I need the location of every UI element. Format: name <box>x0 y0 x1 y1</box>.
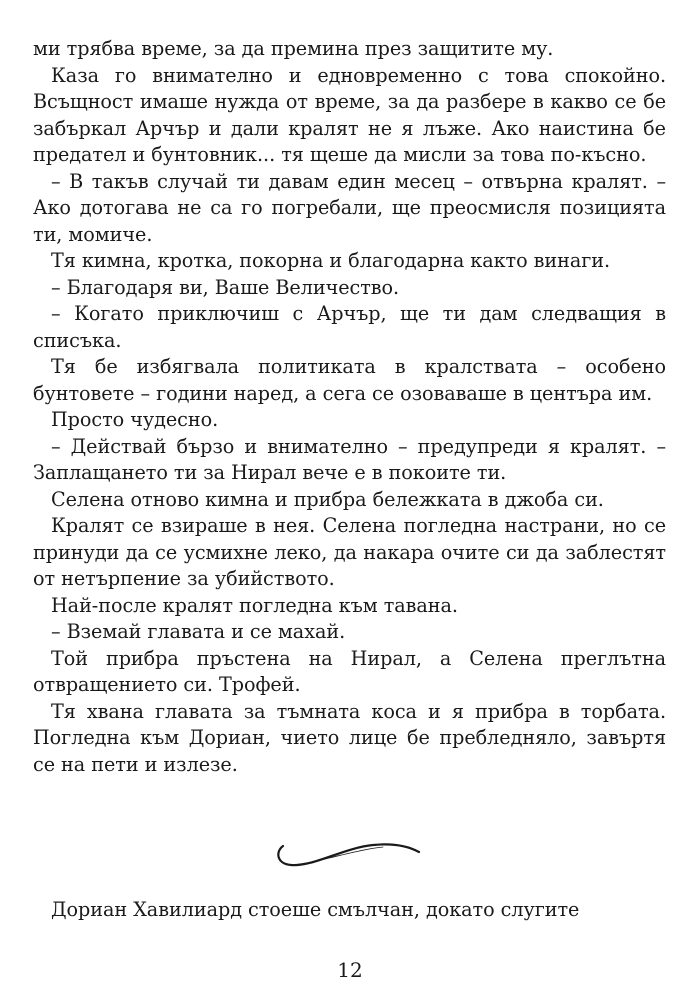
paragraph: Тя хвана главата за тъмната коса и я прибра в торбата. Погледна към Дориан, чието лице бе пребледняло, завъртя се на пети и излезе. <box>33 699 666 776</box>
paragraph: – В такъв случай ти давам един месец – отвърна кралят. – Ако дотогава не са го погребали, ще преосмисля позицията ти, момиче. <box>33 169 666 246</box>
paragraph: Просто чудесно. <box>51 408 219 431</box>
next-section <box>33 897 666 924</box>
paragraph: Дориан Хавилиард стоеше смълчан, докато слугите <box>51 898 580 921</box>
paragraph: Селена отново кимна и прибра бележката в джоба си. <box>51 487 604 511</box>
page-number: 12 <box>337 958 363 982</box>
paragraph: – Действай бързо и внимателно – предупреди я кралят. – Заплащането ти за Нирал вече е в покоите ти. <box>33 434 666 484</box>
paragraph: Кралят се взираше в нея. Селена погледна настрани, но се принуди да се усмихне леко, да накара очите си да заблестят от нетърпение за убийството. <box>33 514 666 590</box>
flourish-divider-icon <box>273 838 423 874</box>
paragraph: Той прибра пръстена на Нирал, а Селена преглътна отвращението си. Трофей. <box>33 646 666 696</box>
paragraph: Най-после кралят погледна към тавана. <box>51 593 458 617</box>
paragraph: – Вземай главата и се махай. <box>51 620 346 643</box>
paragraph: ми трябва време, за да премина през защитите му. <box>33 37 554 60</box>
paragraph: – Благодаря ви, Ваше Величество. <box>51 275 400 299</box>
paragraph: – Когато приключиш с Арчър, ще ти дам следващия в списъка. <box>33 302 666 352</box>
text-body <box>33 36 666 778</box>
paragraph: Тя бе избягвала политиката в кралствата – особено бунтовете – години наред, а сега се озоваваше в центъра им. <box>33 355 666 405</box>
paragraph: Тя кимна, кротка, покорна и благодарна както винаги. <box>51 249 611 272</box>
paragraph: Каза го внимателно и едновременно с това спокойно. Всъщност имаше нужда от време, за да разбере в какво се бе забъркал Арчър и дали кралят не я лъже. Ако наистина бе предател и бунтовник... тя щеше да мисли за това по-късно. <box>33 63 666 166</box>
